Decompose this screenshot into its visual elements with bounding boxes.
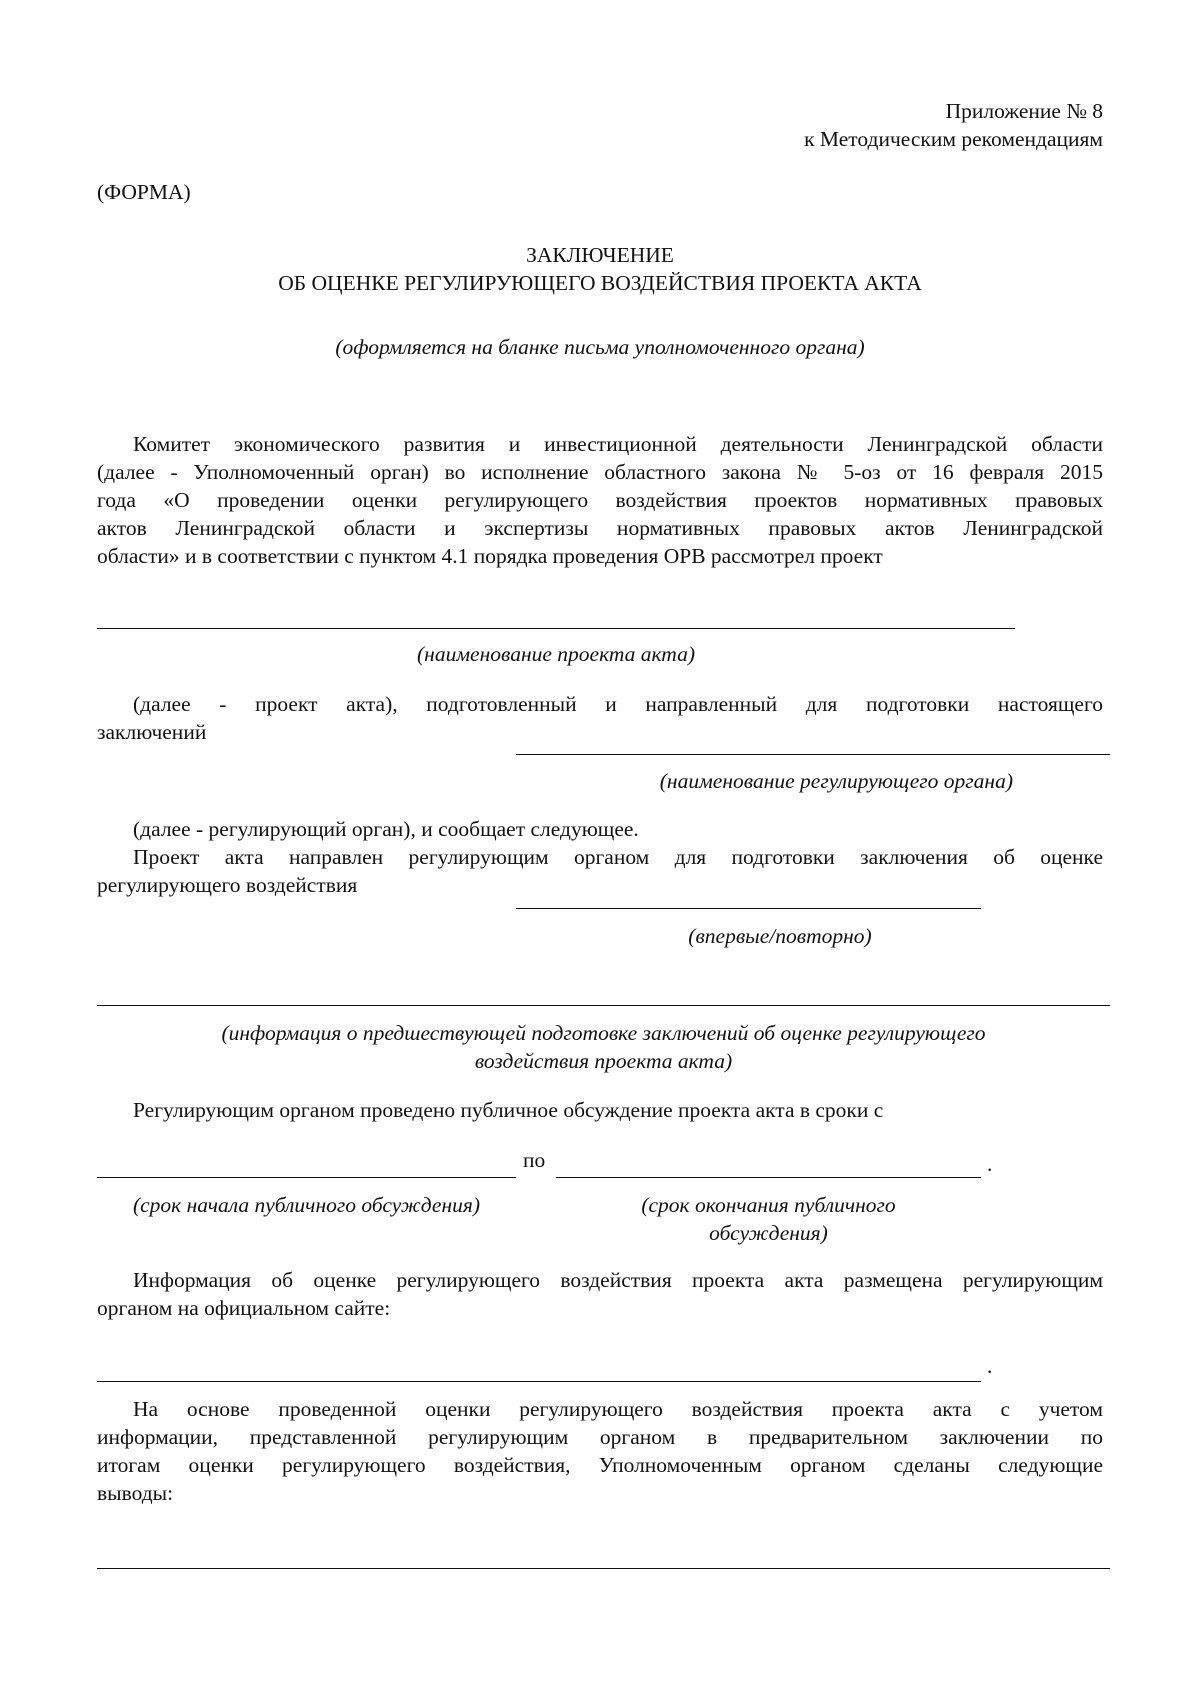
form-label: (ФОРМА) bbox=[97, 180, 191, 204]
discussion-end-caption-line-1: (срок окончания публичного bbox=[641, 1193, 896, 1217]
first-repeat-field[interactable] bbox=[516, 908, 981, 909]
discussion-period-dot: . bbox=[987, 1152, 993, 1176]
regulator-name-caption: (наименование регулирующего органа) bbox=[659, 769, 1013, 793]
previous-info-caption bbox=[97, 1019, 1110, 1075]
prepared-paragraph bbox=[97, 690, 1103, 746]
regulator-name-field[interactable] bbox=[516, 754, 1110, 755]
discussion-start-caption: (срок начала публичного обсуждения) bbox=[132, 1193, 481, 1217]
regulator-after-text: (далее - регулирующий орган), и сообщает следующее. bbox=[133, 817, 639, 841]
website-paragraph bbox=[97, 1266, 1103, 1322]
prepared-line-1: (далее - проект акта), подготовленный и направленный для подготовки настоящего bbox=[133, 692, 1103, 716]
intro-line-2: (далее - Уполномоченный орган) во исполнение областного закона № 5-оз от 16 февраля 2015 bbox=[97, 460, 1103, 484]
document-title bbox=[97, 241, 1103, 297]
website-line-2: органом на официальном сайте: bbox=[97, 1296, 391, 1320]
intro-line-3: года «О проведении оценки регулирующего воздействия проектов нормативных правовых bbox=[97, 488, 1103, 512]
conclusion-paragraph bbox=[97, 1395, 1103, 1507]
previous-info-caption-line-1: (информация о предшествующей подготовке заключений об оценке регулирующего bbox=[221, 1021, 986, 1045]
prepared-line-2: заключений bbox=[97, 720, 207, 744]
intro-line-4: актов Ленинградской области и экспертизы нормативных правовых актов Ленинградской bbox=[97, 516, 1103, 540]
sent-line-2: регулирующего воздействия bbox=[97, 873, 358, 897]
previous-info-field[interactable] bbox=[97, 1005, 1110, 1006]
conclusion-line-1: На основе проведенной оценки регулирующего воздействия проекта акта с учетом bbox=[133, 1397, 1103, 1421]
conclusion-line-4: выводы: bbox=[97, 1481, 174, 1505]
act-name-caption: (наименование проекта акта) bbox=[417, 642, 695, 666]
first-repeat-caption: (впервые/повторно) bbox=[688, 924, 872, 948]
discussion-end-caption-line-2: обсуждения) bbox=[709, 1221, 828, 1245]
title-line-1: ЗАКЛЮЧЕНИЕ bbox=[526, 243, 674, 267]
website-dot: . bbox=[987, 1354, 993, 1378]
intro-line-5: области» и в соответствии с пунктом 4.1 порядка проведения ОРВ рассмотрел проект bbox=[97, 544, 883, 568]
conclusion-line-3: итогам оценки регулирующего воздействия, Уполномоченным органом сделаны следующие bbox=[97, 1453, 1103, 1477]
conclusion-field[interactable] bbox=[97, 1568, 1110, 1569]
appendix-number: Приложение № 8 bbox=[945, 99, 1103, 123]
sent-line-1: Проект акта направлен регулирующим органом для подготовки заключения об оценке bbox=[133, 845, 1103, 869]
appendix-reference: к Методическим рекомендациям bbox=[804, 127, 1103, 151]
sent-paragraph bbox=[97, 815, 1103, 899]
appendix-header bbox=[600, 97, 1103, 153]
website-line-1: Информация об оценке регулирующего воздействия проекта акта размещена регулирующим bbox=[133, 1268, 1103, 1292]
intro-line-1: Комитет экономического развития и инвестиционной деятельности Ленинградской области bbox=[133, 432, 1103, 456]
discussion-start-field[interactable] bbox=[97, 1177, 516, 1178]
discussion-end-caption bbox=[556, 1191, 981, 1247]
discussion-po-label: по bbox=[523, 1148, 546, 1172]
website-url-field[interactable] bbox=[97, 1381, 981, 1382]
intro-paragraph bbox=[97, 430, 1103, 570]
discussion-end-field[interactable] bbox=[556, 1177, 981, 1178]
discussion-text: Регулирующим органом проведено публичное обсуждение проекта акта в сроки с bbox=[133, 1098, 884, 1122]
act-name-field[interactable] bbox=[97, 628, 1015, 629]
previous-info-caption-line-2: воздействия проекта акта) bbox=[474, 1049, 733, 1073]
title-line-2: ОБ ОЦЕНКЕ РЕГУЛИРУЮЩЕГО ВОЗДЕЙСТВИЯ ПРОЕКТА АКТА bbox=[278, 271, 922, 295]
conclusion-line-2: информации, представленной регулирующим органом в предварительном заключении по bbox=[97, 1425, 1103, 1449]
document-subtitle: (оформляется на бланке письма уполномоченного органа) bbox=[335, 335, 865, 359]
